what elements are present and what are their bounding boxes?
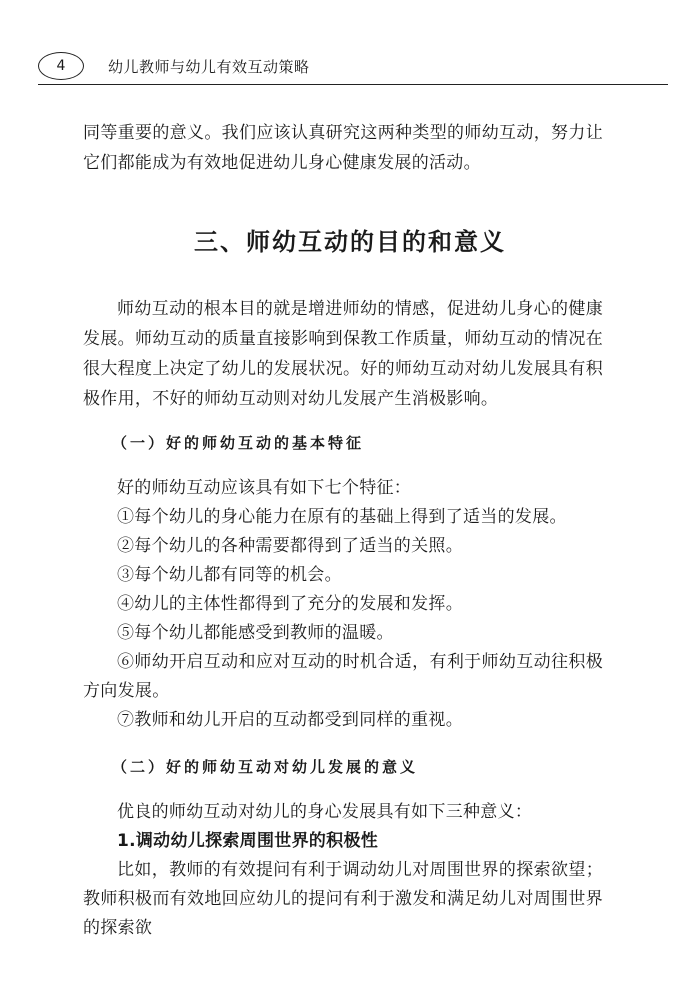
header-rule bbox=[38, 84, 668, 85]
section-title: 三、师幼互动的目的和意义 bbox=[194, 228, 506, 256]
list-item: ⑦教师和幼儿开启的互动都受到同样的重视。 bbox=[117, 710, 463, 730]
subsection-2-heading: （二）好的师幼互动对幼儿发展的意义 bbox=[112, 758, 419, 776]
subsection-1-heading: （一）好的师幼互动的基本特征 bbox=[112, 434, 365, 452]
point-1-heading: 1.调动幼儿探索周围世界的积极性 bbox=[117, 831, 379, 851]
running-title: 幼儿教师与幼儿有效互动策略 bbox=[108, 58, 310, 76]
page-header bbox=[38, 52, 668, 84]
section-paragraph: 师幼互动的根本目的就是增进师幼的情感，促进幼儿身心的健康发展。师幼互动的质量直接影响到保教工作质量，师幼互动的情况在很大程度上决定了幼儿的发展状况。好的师幼互动对幼儿发展具有积极作用，不好的师幼互动则对幼儿发展产生消极影响。 bbox=[83, 299, 603, 409]
subsection-2-lead: 优良的师幼互动对幼儿的身心发展具有如下三种意义： bbox=[117, 802, 533, 822]
list-item: ③每个幼儿都有同等的机会。 bbox=[117, 565, 342, 585]
list-item: ⑤每个幼儿都能感受到教师的温暖。 bbox=[117, 623, 394, 643]
page-number: 4 bbox=[38, 52, 84, 80]
list-item: ①每个幼儿的身心能力在原有的基础上得到了适当的发展。 bbox=[117, 507, 567, 527]
point-1-text: 比如，教师的有效提问有利于调动幼儿对周围世界的探索欲望；教师积极而有效地回应幼儿的提问有利于激发和满足幼儿对周围世界的探索欲 bbox=[83, 860, 603, 938]
intro-paragraph: 同等重要的意义。我们应该认真研究这两种类型的师幼互动，努力让它们都能成为有效地促进幼儿身心健康发展的活动。 bbox=[83, 123, 603, 173]
list-item: ④幼儿的主体性都得到了充分的发展和发挥。 bbox=[117, 594, 463, 614]
list-item: ②每个幼儿的各种需要都得到了适当的关照。 bbox=[117, 536, 463, 556]
subsection-1-lead: 好的师幼互动应该具有如下七个特征： bbox=[117, 478, 412, 498]
list-item: ⑥师幼开启互动和应对互动的时机合适，有利于师幼互动往积极方向发展。 bbox=[83, 652, 603, 701]
